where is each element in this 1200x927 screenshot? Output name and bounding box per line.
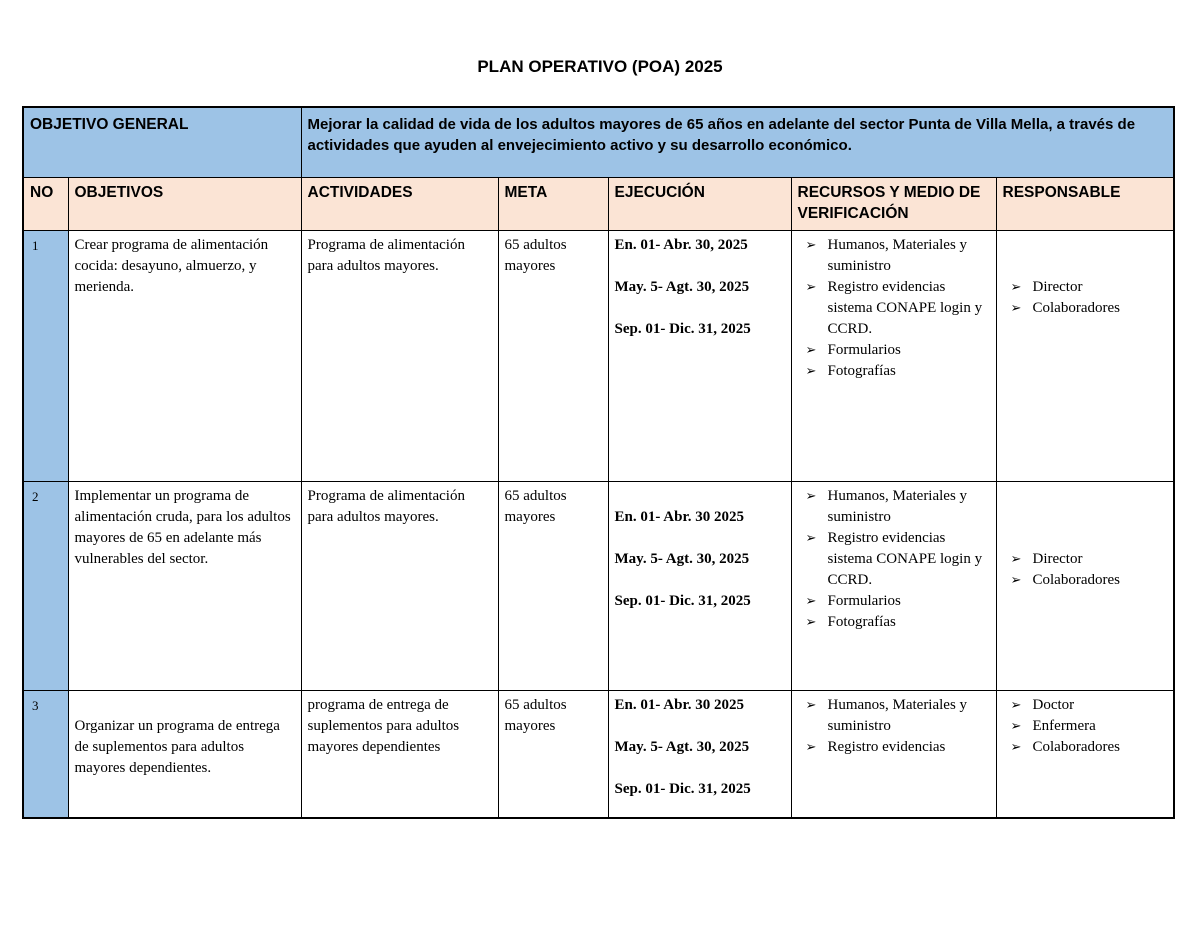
table-row xyxy=(23,690,1174,818)
recursos-cell xyxy=(791,230,996,481)
ejecucion-period: May. 5- Agt. 30, 2025 xyxy=(614,278,750,295)
header-no: NO xyxy=(23,177,68,230)
general-objective-text: Mejorar la calidad de vida de los adultos mayores de 65 años en adelante del sector Punta de Villa Mella, a través de actividades que ayuden al envejecimiento activo y su desarrollo económico. xyxy=(301,107,1174,177)
list-item: ➢ Registro evidencias sistema CONAPE login y CCRD. xyxy=(798,528,990,591)
page-title: PLAN OPERATIVO (POA) 2025 xyxy=(477,57,723,76)
header-ejecucion: EJECUCIÓN xyxy=(608,177,791,230)
header-meta: META xyxy=(498,177,608,230)
meta-cell: 65 adultos mayores xyxy=(498,481,608,690)
responsable-cell xyxy=(996,690,1174,818)
recursos-list xyxy=(798,486,990,633)
ejecucion-cell xyxy=(608,690,791,818)
table-row xyxy=(23,481,1174,690)
ejecucion-period: En. 01- Abr. 30, 2025 xyxy=(614,236,748,253)
header-row xyxy=(23,177,1174,230)
header-actividades: ACTIVIDADES xyxy=(301,177,498,230)
list-item: ➢ Formularios xyxy=(798,591,990,612)
table-row xyxy=(23,230,1174,481)
list-item: ➢ Humanos, Materiales y suministro xyxy=(798,486,990,528)
general-objective-row xyxy=(23,107,1174,177)
poa-table xyxy=(22,106,1175,819)
list-item: ➢ Colaboradores xyxy=(1003,298,1168,319)
responsable-cell xyxy=(996,481,1174,690)
ejecucion-period: En. 01- Abr. 30 2025 xyxy=(614,696,744,713)
list-item: ➢ Enfermera xyxy=(1003,716,1168,737)
header-recursos: RECURSOS Y MEDIO DE VERIFICACIÓN xyxy=(791,177,996,230)
responsable-list xyxy=(1003,695,1168,758)
objetivo-cell: Organizar un programa de entrega de suplementos para adultos mayores dependientes. xyxy=(68,690,301,818)
header-responsable: RESPONSABLE xyxy=(996,177,1174,230)
actividad-cell: programa de entrega de suplementos para adultos mayores dependientes xyxy=(301,690,498,818)
list-item: ➢ Doctor xyxy=(1003,695,1168,716)
responsable-cell xyxy=(996,230,1174,481)
row-number: 3 xyxy=(23,690,68,818)
ejecucion-period: May. 5- Agt. 30, 2025 xyxy=(614,550,750,567)
ejecucion-period: Sep. 01- Dic. 31, 2025 xyxy=(614,780,751,797)
meta-cell: 65 adultos mayores xyxy=(498,690,608,818)
actividad-cell: Programa de alimentación para adultos mayores. xyxy=(301,481,498,690)
list-item: ➢ Humanos, Materiales y suministro xyxy=(798,695,990,737)
recursos-list xyxy=(798,695,990,758)
list-item: ➢ Fotografías xyxy=(798,612,990,633)
ejecucion-cell xyxy=(608,481,791,690)
objetivo-cell: Implementar un programa de alimentación cruda, para los adultos mayores de 65 en adelante más vulnerables del sector. xyxy=(68,481,301,690)
recursos-list xyxy=(798,235,990,382)
list-item: ➢ Colaboradores xyxy=(1003,570,1168,591)
objetivo-cell: Crear programa de alimentación cocida: desayuno, almuerzo, y merienda. xyxy=(68,230,301,481)
ejecucion-period: Sep. 01- Dic. 31, 2025 xyxy=(614,592,751,609)
general-objective-label: OBJETIVO GENERAL xyxy=(23,107,301,177)
header-objetivos: OBJETIVOS xyxy=(68,177,301,230)
list-item: ➢ Colaboradores xyxy=(1003,737,1168,758)
list-item: ➢ Director xyxy=(1003,277,1168,298)
list-item: ➢ Registro evidencias xyxy=(798,737,990,758)
actividad-cell: Programa de alimentación para adultos mayores. xyxy=(301,230,498,481)
ejecucion-period: May. 5- Agt. 30, 2025 xyxy=(614,738,750,755)
recursos-cell xyxy=(791,690,996,818)
row-number: 2 xyxy=(23,481,68,690)
responsable-list xyxy=(1003,277,1168,319)
list-item: ➢ Director xyxy=(1003,549,1168,570)
list-item: ➢ Humanos, Materiales y suministro xyxy=(798,235,990,277)
responsable-list xyxy=(1003,549,1168,591)
list-item: ➢ Fotografías xyxy=(798,361,990,382)
ejecucion-period: En. 01- Abr. 30 2025 xyxy=(614,508,744,525)
ejecucion-period: Sep. 01- Dic. 31, 2025 xyxy=(614,320,751,337)
list-item: ➢ Registro evidencias sistema CONAPE login y CCRD. xyxy=(798,277,990,340)
ejecucion-cell xyxy=(608,230,791,481)
meta-cell: 65 adultos mayores xyxy=(498,230,608,481)
row-number: 1 xyxy=(23,230,68,481)
list-item: ➢ Formularios xyxy=(798,340,990,361)
recursos-cell xyxy=(791,481,996,690)
